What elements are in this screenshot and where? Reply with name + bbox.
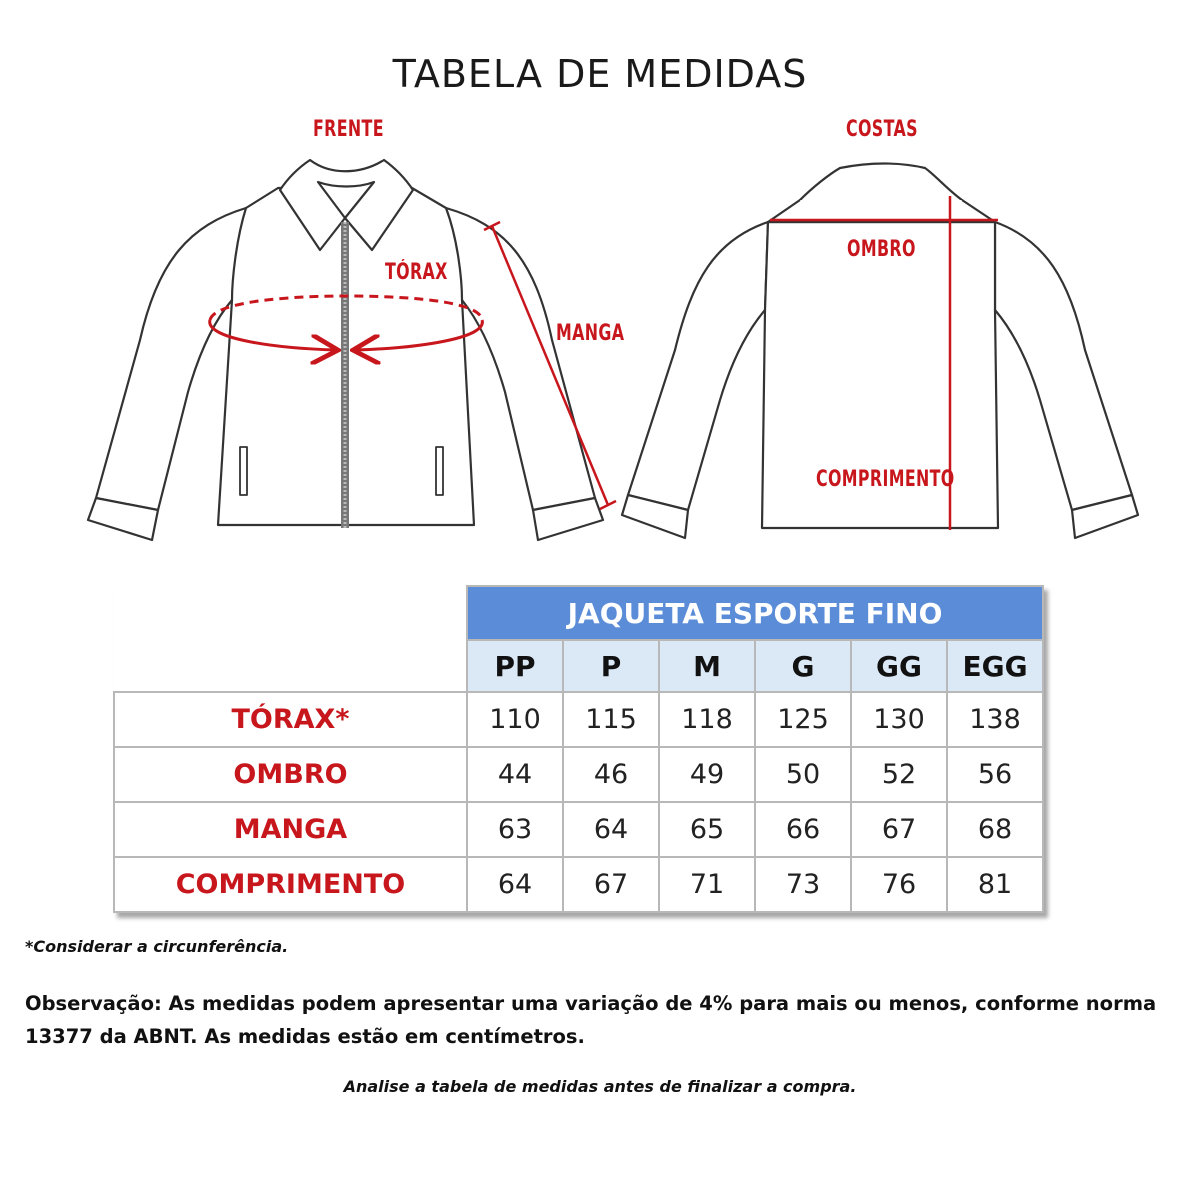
table-cell: 64 (467, 857, 563, 912)
table-cell: 76 (851, 857, 947, 912)
table-cell: 68 (947, 802, 1043, 857)
front-jacket-illustration (88, 160, 603, 540)
table-cell: 56 (947, 747, 1043, 802)
table-cell: 44 (467, 747, 563, 802)
table-title: JAQUETA ESPORTE FINO (467, 586, 1043, 640)
table-cell: 49 (659, 747, 755, 802)
size-header: M (659, 640, 755, 692)
row-label: OMBRO (114, 747, 467, 802)
table-cell: 46 (563, 747, 659, 802)
circumference-note: *Considerar a circunferência. (25, 937, 289, 956)
table-cell: 66 (755, 802, 851, 857)
size-header: EGG (947, 640, 1043, 692)
table-cell: 118 (659, 692, 755, 747)
shoulder-label: OMBRO (847, 237, 916, 262)
page-title: TABELA DE MEDIDAS (392, 52, 808, 96)
size-header: G (755, 640, 851, 692)
table-cell: 64 (563, 802, 659, 857)
table-row (114, 857, 1043, 912)
table-cell: 138 (947, 692, 1043, 747)
sleeve-label: MANGA (556, 321, 625, 346)
table-cell: 125 (755, 692, 851, 747)
size-header: GG (851, 640, 947, 692)
table-cell: 115 (563, 692, 659, 747)
front-label: FRENTE (313, 117, 384, 142)
length-label: COMPRIMENTO (816, 467, 955, 492)
table-cell: 52 (851, 747, 947, 802)
row-label: MANGA (114, 802, 467, 857)
table-cell: 81 (947, 857, 1043, 912)
table-cell: 130 (851, 692, 947, 747)
table-corner (114, 586, 467, 640)
table-cell: 71 (659, 857, 755, 912)
table-cell: 65 (659, 802, 755, 857)
table-cell: 50 (755, 747, 851, 802)
table-title-row (114, 586, 1043, 640)
table-cell: 63 (467, 802, 563, 857)
chest-label: TÓRAX (385, 260, 448, 285)
size-header: P (563, 640, 659, 692)
footer-text: Analise a tabela de medidas antes de finalizar a compra. (343, 1077, 857, 1096)
row-label: TÓRAX* (114, 692, 467, 747)
table-cell: 67 (563, 857, 659, 912)
table-row (114, 802, 1043, 857)
table-cell: 110 (467, 692, 563, 747)
back-label: COSTAS (846, 117, 918, 142)
observation-text: Observação: As medidas podem apresentar uma variação de 4% para mais ou menos, conforme norma 13377 da ABNT. As medidas estão em centímetros. (25, 992, 1157, 1048)
row-label: COMPRIMENTO (114, 857, 467, 912)
table-cell: 73 (755, 857, 851, 912)
table-row (114, 747, 1043, 802)
table-cell: 67 (851, 802, 947, 857)
jacket-diagrams (0, 0, 1200, 580)
size-table (113, 585, 1044, 913)
table-corner (114, 640, 467, 692)
table-row (114, 692, 1043, 747)
size-header-row (114, 640, 1043, 692)
size-header: PP (467, 640, 563, 692)
